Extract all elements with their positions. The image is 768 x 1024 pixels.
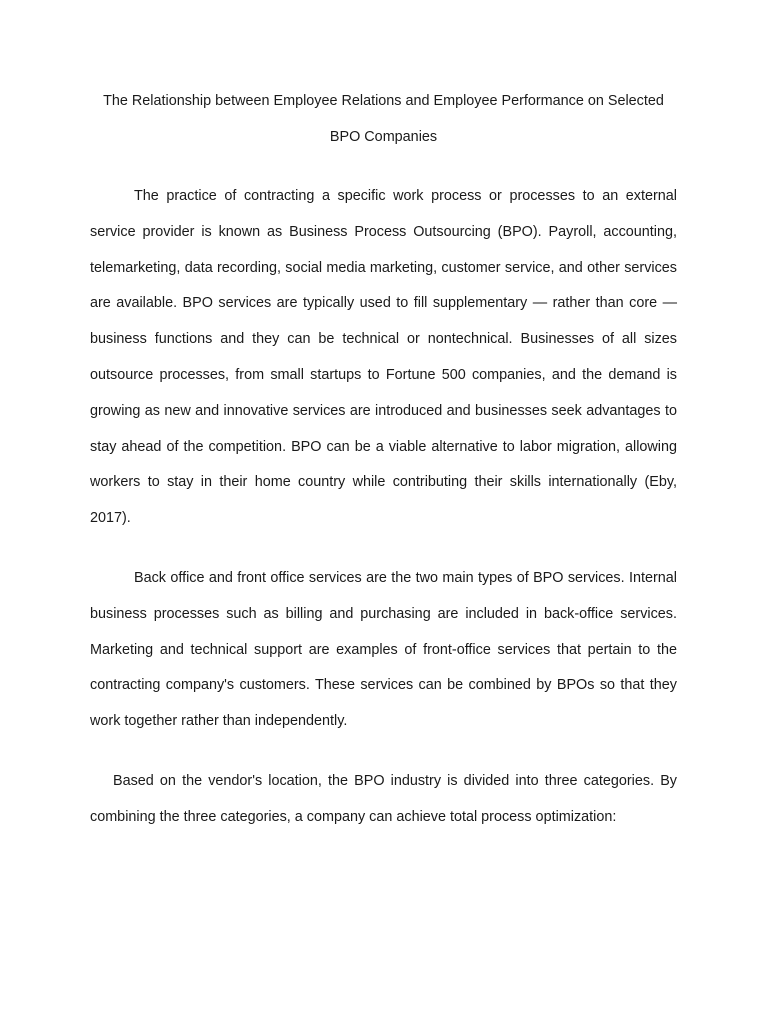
document-title [86, 84, 681, 155]
title-line-1: The Relationship between Employee Relations and Employee Performance on Selected [103, 93, 664, 109]
paragraph-bpo-definition: The practice of contracting a specific work process or processes to an external service provider is known as Business Process Outsourcing (BPO). Payroll, accounting, telemarketing, data recording, social media marketing, customer service, and other services are available. BPO services are typically used to fill supplementary — rather than core — business functions and they can be technical or nontechnical. Businesses of all sizes outsource processes, from small startups to Fortune 500 companies, and the demand is growing as new and innovative services are introduced and businesses seek advantages to stay ahead of the competition. BPO can be a viable alternative to labor migration, allowing workers to stay in their home country while contributing their skills internationally (Eby, 2017). [90, 188, 677, 527]
paragraph-bpo-types: Back office and front office services are the two main types of BPO services. Internal business processes such as billing and purchasing are included in back-office services. Marketing and technical support are examples of front-office services that pertain to the contracting company's customers. These services can be combined by BPOs so that they work together rather than independently. [90, 569, 677, 730]
title-line-2: BPO Companies [329, 128, 438, 145]
paragraph-bpo-categories: Based on the vendor's location, the BPO industry is divided into three categories. By combining the three categories, a company can achieve total process optimization: [90, 772, 677, 825]
